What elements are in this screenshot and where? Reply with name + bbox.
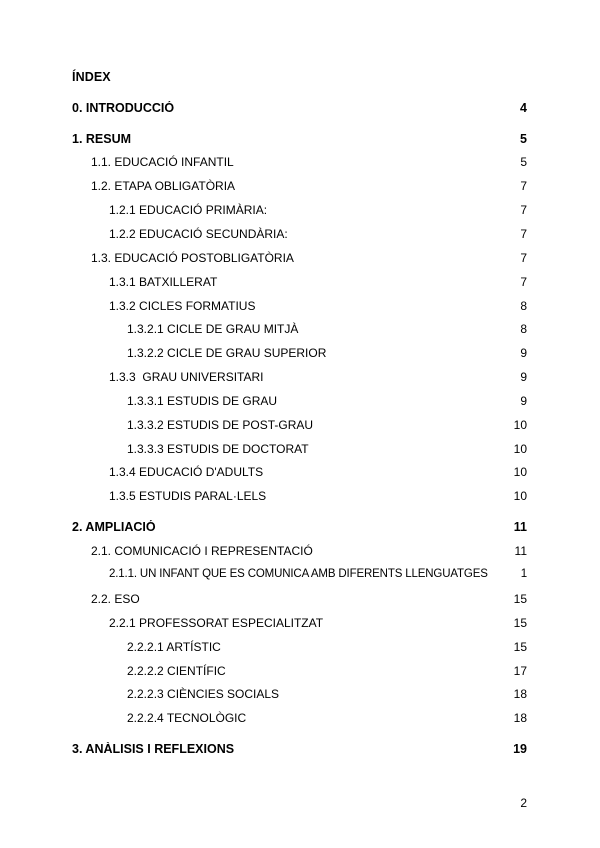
toc-entry [127, 664, 527, 680]
toc-entry-label: 2.2. ESO [91, 592, 140, 606]
toc-entry-page: 1 [520, 568, 527, 580]
toc-entry-label: 1.1. EDUCACIÓ INFANTIL [91, 155, 234, 169]
toc-entry [127, 687, 527, 703]
toc-entry-label: 2.2.1 PROFESSORAT ESPECIALITZAT [109, 616, 324, 630]
toc-entry-page: 15 [513, 640, 527, 654]
toc-entry [109, 489, 527, 505]
toc-entry-label: 3. ANÀLISIS I REFLEXIONS [72, 742, 235, 756]
toc-entry-page: 7 [520, 203, 527, 217]
toc-entry [127, 346, 527, 362]
toc-entry [91, 155, 527, 171]
toc-entry-label: 2.2.2.3 CIÈNCIES SOCIALS [127, 687, 280, 701]
toc-entry-page: 4 [520, 101, 527, 115]
toc-entry [91, 544, 527, 560]
toc-entry [109, 370, 527, 386]
toc-entry-page: 7 [520, 251, 527, 265]
toc-entry-label: 2.2.2.1 ARTÍSTIC [127, 640, 221, 654]
toc-entry [127, 322, 527, 338]
toc-entry-page: 8 [520, 322, 527, 336]
toc-entry-page: 17 [513, 664, 527, 678]
toc-entry-label: 2.1.1. UN INFANT QUE ES COMUNICA AMB DIFERENTS LLENGUATGES [109, 568, 488, 580]
toc-entry-label: 1.3.4 EDUCACIÓ D'ADULTS [109, 465, 264, 479]
toc-entry-label: 2.1. COMUNICACIÓ I REPRESENTACIÓ [91, 544, 313, 558]
toc-entry [72, 520, 527, 536]
toc-entry-label: 1.3.3.1 ESTUDIS DE GRAU [127, 394, 278, 408]
toc-entry-label: 1.3.3.3 ESTUDIS DE DOCTORAT [127, 442, 309, 456]
toc-entry-label: 1.3.2.2 CICLE DE GRAU SUPERIOR [127, 346, 327, 360]
toc-entry-page: 9 [520, 394, 527, 408]
toc-entry-page: 7 [520, 227, 527, 241]
toc-entry-label: 1.2. ETAPA OBLIGATÒRIA [91, 179, 236, 193]
toc-entry [109, 616, 527, 632]
toc-entry-label: 1.3.1 BATXILLERAT [109, 275, 218, 289]
toc-entry-label: 2.2.2.4 TECNOLÒGIC [127, 711, 247, 725]
toc-entry-label: 1.3.2 CICLES FORMATIUS [109, 299, 256, 313]
toc-entry-page: 5 [520, 132, 527, 146]
toc-entry [91, 251, 527, 267]
toc-entry-label: 1.2.1 EDUCACIÓ PRIMÀRIA: [109, 203, 268, 217]
toc-entry-label: 1.3. EDUCACIÓ POSTOBLIGATÒRIA [91, 251, 294, 265]
toc-entry [109, 465, 527, 481]
page-number: 2 [520, 796, 527, 810]
toc-entry-page: 10 [513, 465, 527, 479]
toc-entry-page: 9 [520, 346, 527, 360]
toc-entry-page: 10 [513, 489, 527, 503]
toc-entry [109, 203, 527, 219]
toc-entry-label: 1.3.3.2 ESTUDIS DE POST-GRAU [127, 418, 314, 432]
toc-entry [127, 711, 527, 727]
toc-entry-label: 1. RESUM [72, 132, 132, 146]
toc-entry-page: 5 [520, 155, 527, 169]
toc-entry-label: 1.3.5 ESTUDIS PARAL·LELS [109, 489, 267, 503]
toc-entry-page: 15 [513, 616, 527, 630]
toc-entry [91, 179, 527, 195]
toc-entry-label: 1.3.3 GRAU UNIVERSITARI [109, 370, 264, 384]
toc-entry-label: 1.3.2.1 CICLE DE GRAU MITJÀ [127, 322, 299, 336]
toc-entry-page: 7 [520, 275, 527, 289]
toc-entry-page: 7 [520, 179, 527, 193]
toc-entry-page: 10 [513, 442, 527, 456]
toc-entry-page: 18 [513, 687, 527, 701]
toc-entry [127, 418, 527, 434]
toc-entry-page: 11 [513, 520, 527, 534]
toc-entry-label: 2. AMPLIACIÓ [72, 520, 156, 534]
toc-entry-page: 19 [513, 742, 527, 756]
toc-entry-page: 15 [513, 592, 527, 606]
toc-entry [72, 132, 527, 148]
toc-entry-label: 0. INTRODUCCIÓ [72, 101, 175, 115]
toc-entry-page: 18 [513, 711, 527, 725]
toc-entry [109, 275, 527, 291]
toc-entry [109, 568, 527, 584]
toc-entry-page: 9 [520, 370, 527, 384]
toc-title: ÍNDEX [72, 70, 111, 84]
toc-entry [109, 227, 527, 243]
toc-entry [127, 640, 527, 656]
toc-entry [127, 442, 527, 458]
toc-entry [72, 742, 527, 758]
toc-entry-page: 8 [520, 299, 527, 313]
toc-entry-page: 10 [513, 418, 527, 432]
toc-entry [91, 592, 527, 608]
toc-entry [72, 101, 527, 117]
toc-entry-label: 2.2.2.2 CIENTÍFIC [127, 664, 226, 678]
toc-entry-page: 11 [514, 544, 527, 558]
toc-entry [127, 394, 527, 410]
toc-entry-label: 1.2.2 EDUCACIÓ SECUNDÀRIA: [109, 227, 288, 241]
toc-entry [109, 299, 527, 315]
